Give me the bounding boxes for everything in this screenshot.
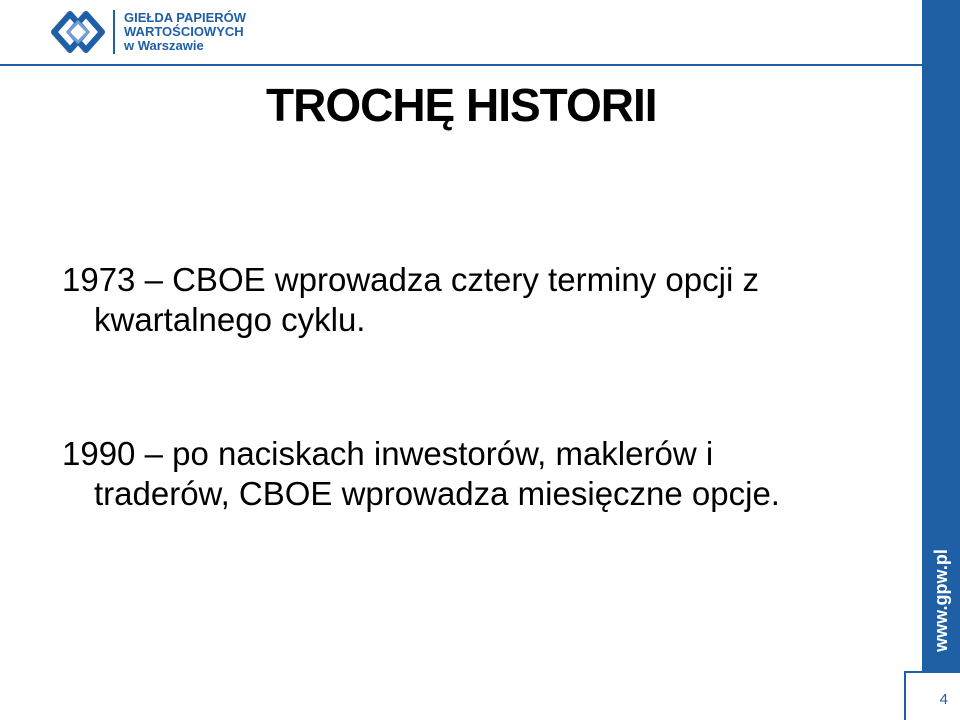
logo-divider	[113, 10, 115, 54]
gpw-logo-icon	[48, 6, 108, 58]
history-item-1990	[62, 434, 902, 514]
history-item-1990-line2: traderów, CBOE wprowadza miesięczne opcje.	[94, 475, 780, 512]
org-name-line3: w Warszawie	[124, 38, 204, 53]
header-bar	[0, 0, 922, 66]
org-name-line2: WARTOŚCIOWYCH	[124, 24, 244, 39]
website-text: www.gpw.pl	[930, 548, 951, 652]
history-item-1990-line1: 1990 – po naciskach inwestorów, maklerów i	[62, 435, 714, 472]
page-number: 4	[939, 691, 948, 708]
org-name-line1: GIEŁDA PAPIERÓW	[124, 10, 247, 25]
slide-title: TROCHĘ HISTORII	[266, 79, 657, 131]
website-label	[922, 545, 960, 655]
history-item-1973	[62, 260, 902, 340]
history-item-1973-line1: 1973 – CBOE wprowadza cztery terminy opcji z	[62, 261, 759, 298]
org-name	[124, 11, 246, 53]
history-item-1973-line2: kwartalnego cyklu.	[94, 301, 366, 338]
page-number-box	[904, 671, 960, 720]
